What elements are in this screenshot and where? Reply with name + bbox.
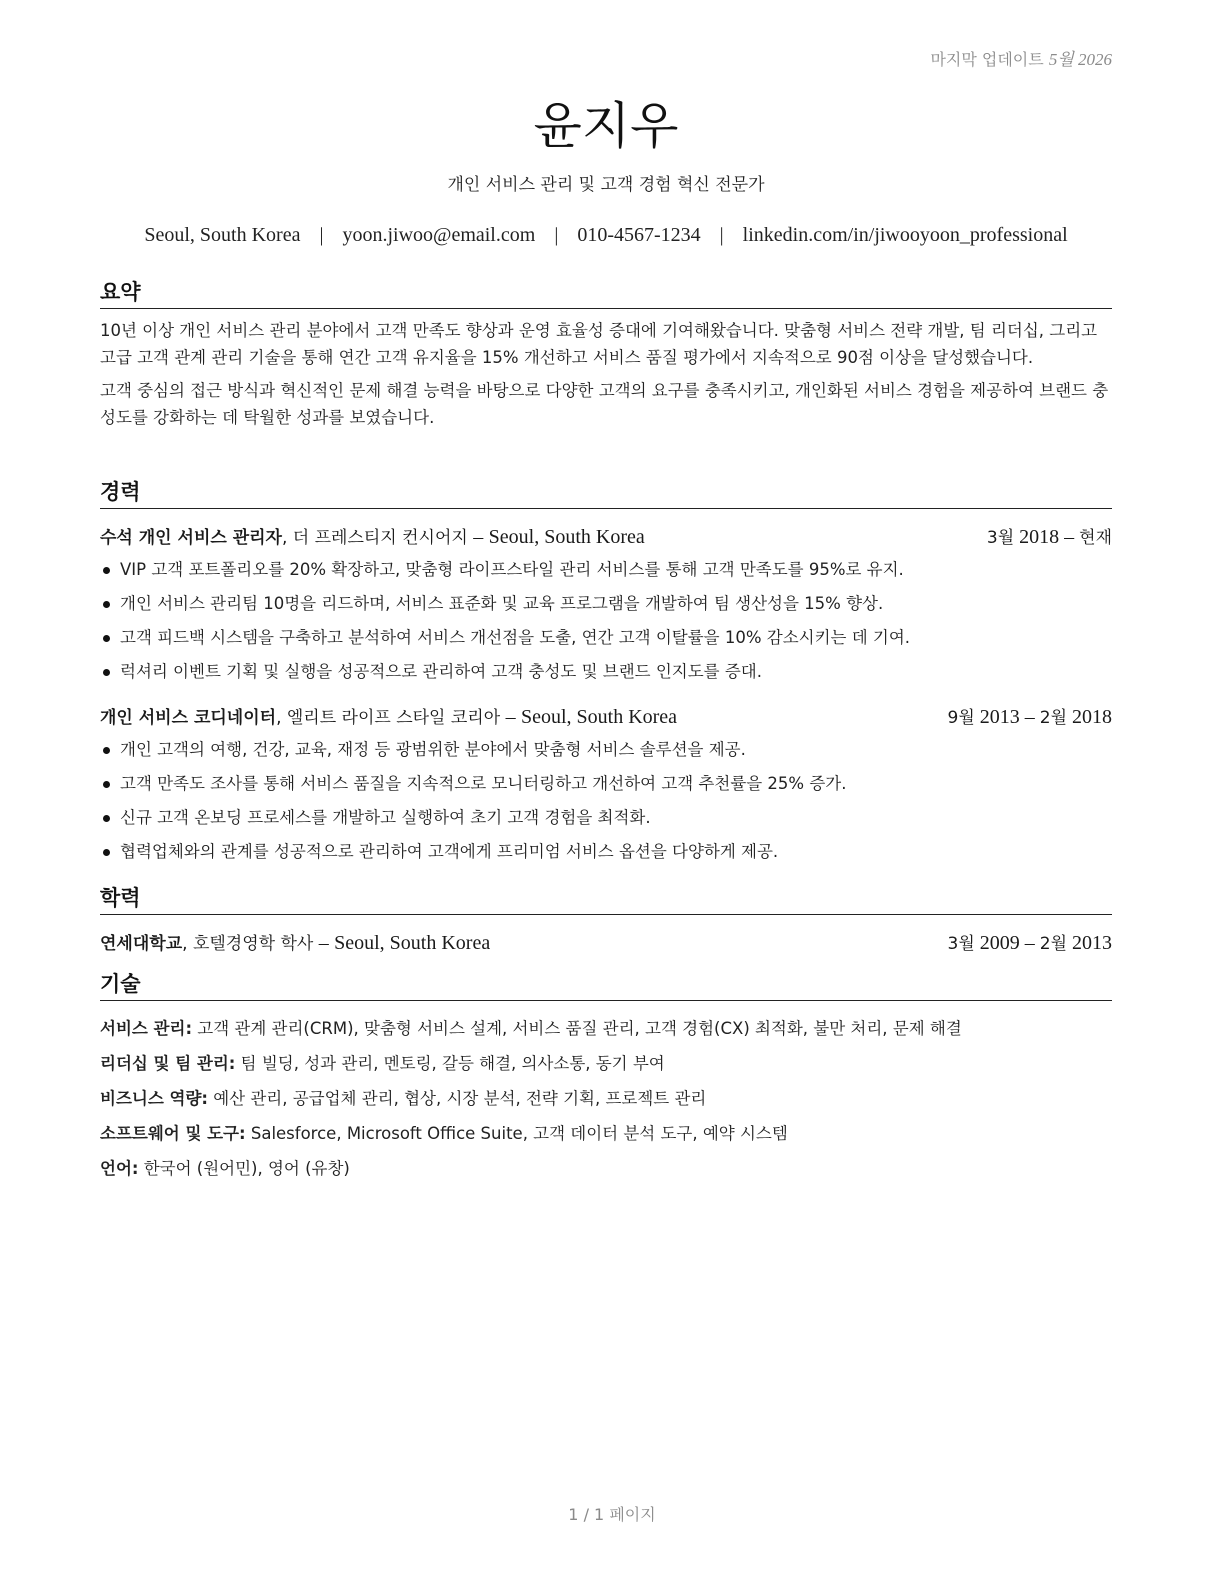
contact-separator: | <box>719 224 724 246</box>
summary-section <box>100 276 1112 431</box>
page-footer <box>0 1502 1224 1525</box>
job-title-line: 개인 서비스 코디네이터, 엘리트 라이프 스타일 코리아 – Seoul, South Korea <box>100 706 678 728</box>
job-entry <box>100 523 1112 689</box>
contact-info <box>100 224 1112 247</box>
edu-end-year: 2013 <box>1072 932 1112 954</box>
job-title-line: 수석 개인 서비스 관리자, 더 프레스티지 컨시어지 – Seoul, South Korea <box>100 526 645 548</box>
skill-value: 고객 관계 관리(CRM), 맞춤형 서비스 설계, 서비스 품질 관리, 고객 경험(CX) 최적화, 불만 처리, 문제 해결 <box>197 1019 962 1038</box>
job-location: Seoul, South Korea <box>488 526 645 548</box>
job-bullet: 개인 고객의 여행, 건강, 교육, 재정 등 광범위한 분야에서 맞춤형 서비스 솔루션을 제공. <box>100 733 1112 767</box>
edu-start-month: 3월 <box>947 934 975 954</box>
job-bullet: 럭셔리 이벤트 기획 및 실행을 성공적으로 관리하여 고객 충성도 및 브랜드 인지도를 증대. <box>100 655 1112 689</box>
degree: 호텔경영학 학사 <box>192 934 314 954</box>
job-end: 현재 <box>1079 528 1112 548</box>
last-updated-date: 5월 2026 <box>1048 50 1112 69</box>
contact-separator: | <box>319 224 324 246</box>
summary-paragraph: 10년 이상 개인 서비스 관리 분야에서 고객 만족도 향상과 운영 효율성 증대에 기여해왔습니다. 맞춤형 서비스 전략 개발, 팀 리더십, 그리고 고급 고객 관계 관리 기술을 통해 연간 고객 유지율을 15% 개선하고 서비스 품질 평가에서 지속적으로 90점 이상을 달성했습니다. <box>100 321 1098 367</box>
contact-separator: | <box>554 224 559 246</box>
skill-value: 팀 빌딩, 성과 관리, 멘토링, 갈등 해결, 의사소통, 동기 부여 <box>240 1054 665 1073</box>
last-updated-label: 마지막 업데이트 <box>930 50 1044 69</box>
skill-value: 예산 관리, 공급업체 관리, 협상, 시장 분석, 전략 기획, 프로젝트 관리 <box>213 1089 707 1108</box>
contact-linkedin-link[interactable]: linkedin.com/in/jiwooyoon_professional <box>742 224 1068 246</box>
job-location: Seoul, South Korea <box>520 706 678 728</box>
job-dates: 9월 2013 – 2월 2018 <box>947 706 1112 728</box>
skill-label: 소프트웨어 및 도구: <box>100 1124 246 1143</box>
job-bullet: 협력업체와의 관계를 성공적으로 관리하여 고객에게 프리미엄 서비스 옵션을 다양하게 제공. <box>100 835 1112 869</box>
education-heading: 학력 <box>100 882 1112 915</box>
job-header <box>100 703 1112 729</box>
skills-list <box>100 1011 1112 1186</box>
job-title: 개인 서비스 코디네이터 <box>100 708 277 728</box>
last-updated <box>930 45 1112 70</box>
job-end-year: 2018 <box>1072 706 1112 728</box>
page-label: 페이지 <box>609 1505 656 1524</box>
education-dates: 3월 2009 – 2월 2013 <box>947 932 1112 954</box>
person-name: 윤지우 <box>533 97 679 155</box>
skill-label: 비즈니스 역량: <box>100 1089 208 1108</box>
job-company: 엘리트 라이프 스타일 코리아 <box>286 708 501 728</box>
skill-value: Salesforce, Microsoft Office Suite, 고객 데이터 분석 도구, 예약 시스템 <box>250 1124 788 1143</box>
job-entry <box>100 703 1112 869</box>
edu-start-year: 2009 <box>979 932 1020 954</box>
skills-section <box>100 968 1112 1186</box>
job-bullet: 개인 서비스 관리팀 10명을 리드하며, 서비스 표준화 및 교육 프로그램을 개발하여 팀 생산성을 15% 향상. <box>100 587 1112 621</box>
job-start-month: 9월 <box>947 708 975 728</box>
job-start-year: 2018 <box>1019 526 1060 548</box>
skill-row <box>100 1011 1112 1046</box>
skills-heading: 기술 <box>100 968 1112 1001</box>
job-start-year: 2013 <box>979 706 1020 728</box>
page-indicator: 1 / 1 <box>568 1505 605 1524</box>
job-bullet: 고객 피드백 시스템을 구축하고 분석하여 서비스 개선점을 도출, 연간 고객 이탈률을 10% 감소시키는 데 기여. <box>100 621 1112 655</box>
job-company: 더 프레스티지 컨시어지 <box>292 528 468 548</box>
job-bullets <box>100 553 1112 689</box>
education-entry <box>100 929 1112 955</box>
job-bullet: 신규 고객 온보딩 프로세스를 개발하고 실행하여 초기 고객 경험을 최적화. <box>100 801 1112 835</box>
experience-section <box>100 476 1112 869</box>
job-dates: 3월 2018 – 현재 <box>986 526 1112 548</box>
education-line: 연세대학교, 호텔경영학 학사 – Seoul, South Korea <box>100 932 491 954</box>
job-title: 수석 개인 서비스 관리자 <box>100 528 282 548</box>
edu-end-month: 2월 <box>1039 934 1067 954</box>
contact-location: Seoul, South Korea <box>144 224 301 246</box>
job-end-month: 2월 <box>1039 708 1067 728</box>
education-location: Seoul, South Korea <box>334 932 491 954</box>
skill-row <box>100 1116 1112 1151</box>
skill-label: 리더십 및 팀 관리: <box>100 1054 236 1073</box>
contact-email-link[interactable]: yoon.jiwoo@email.com <box>342 224 536 246</box>
experience-heading: 경력 <box>100 476 1112 509</box>
summary-paragraph: 고객 중심의 접근 방식과 혁신적인 문제 해결 능력을 바탕으로 다양한 고객의 요구를 충족시키고, 개인화된 서비스 경험을 제공하여 브랜드 충성도를 강화하는 데 탁월한 성과를 보였습니다. <box>100 381 1109 427</box>
education-section <box>100 882 1112 955</box>
summary-heading: 요약 <box>100 276 1112 309</box>
skill-row <box>100 1046 1112 1081</box>
contact-phone: 010-4567-1234 <box>577 224 701 246</box>
skill-label: 서비스 관리: <box>100 1019 193 1038</box>
job-bullets <box>100 733 1112 869</box>
job-bullet: VIP 고객 포트폴리오를 20% 확장하고, 맞춤형 라이프스타일 관리 서비스를 통해 고객 만족도를 95%로 유지. <box>100 553 1112 587</box>
skill-row <box>100 1081 1112 1116</box>
skill-value: 한국어 (원어민), 영어 (유창) <box>143 1159 350 1178</box>
school-name: 연세대학교 <box>100 934 183 954</box>
skill-row <box>100 1151 1112 1186</box>
job-header <box>100 523 1112 549</box>
skill-label: 언어: <box>100 1159 139 1178</box>
summary-body <box>100 317 1112 431</box>
job-bullet: 고객 만족도 조사를 통해 서비스 품질을 지속적으로 모니터링하고 개선하여 고객 추천률을 25% 증가. <box>100 767 1112 801</box>
tagline: 개인 서비스 관리 및 고객 경험 혁신 전문가 <box>447 175 765 195</box>
job-start-month: 3월 <box>986 528 1015 548</box>
